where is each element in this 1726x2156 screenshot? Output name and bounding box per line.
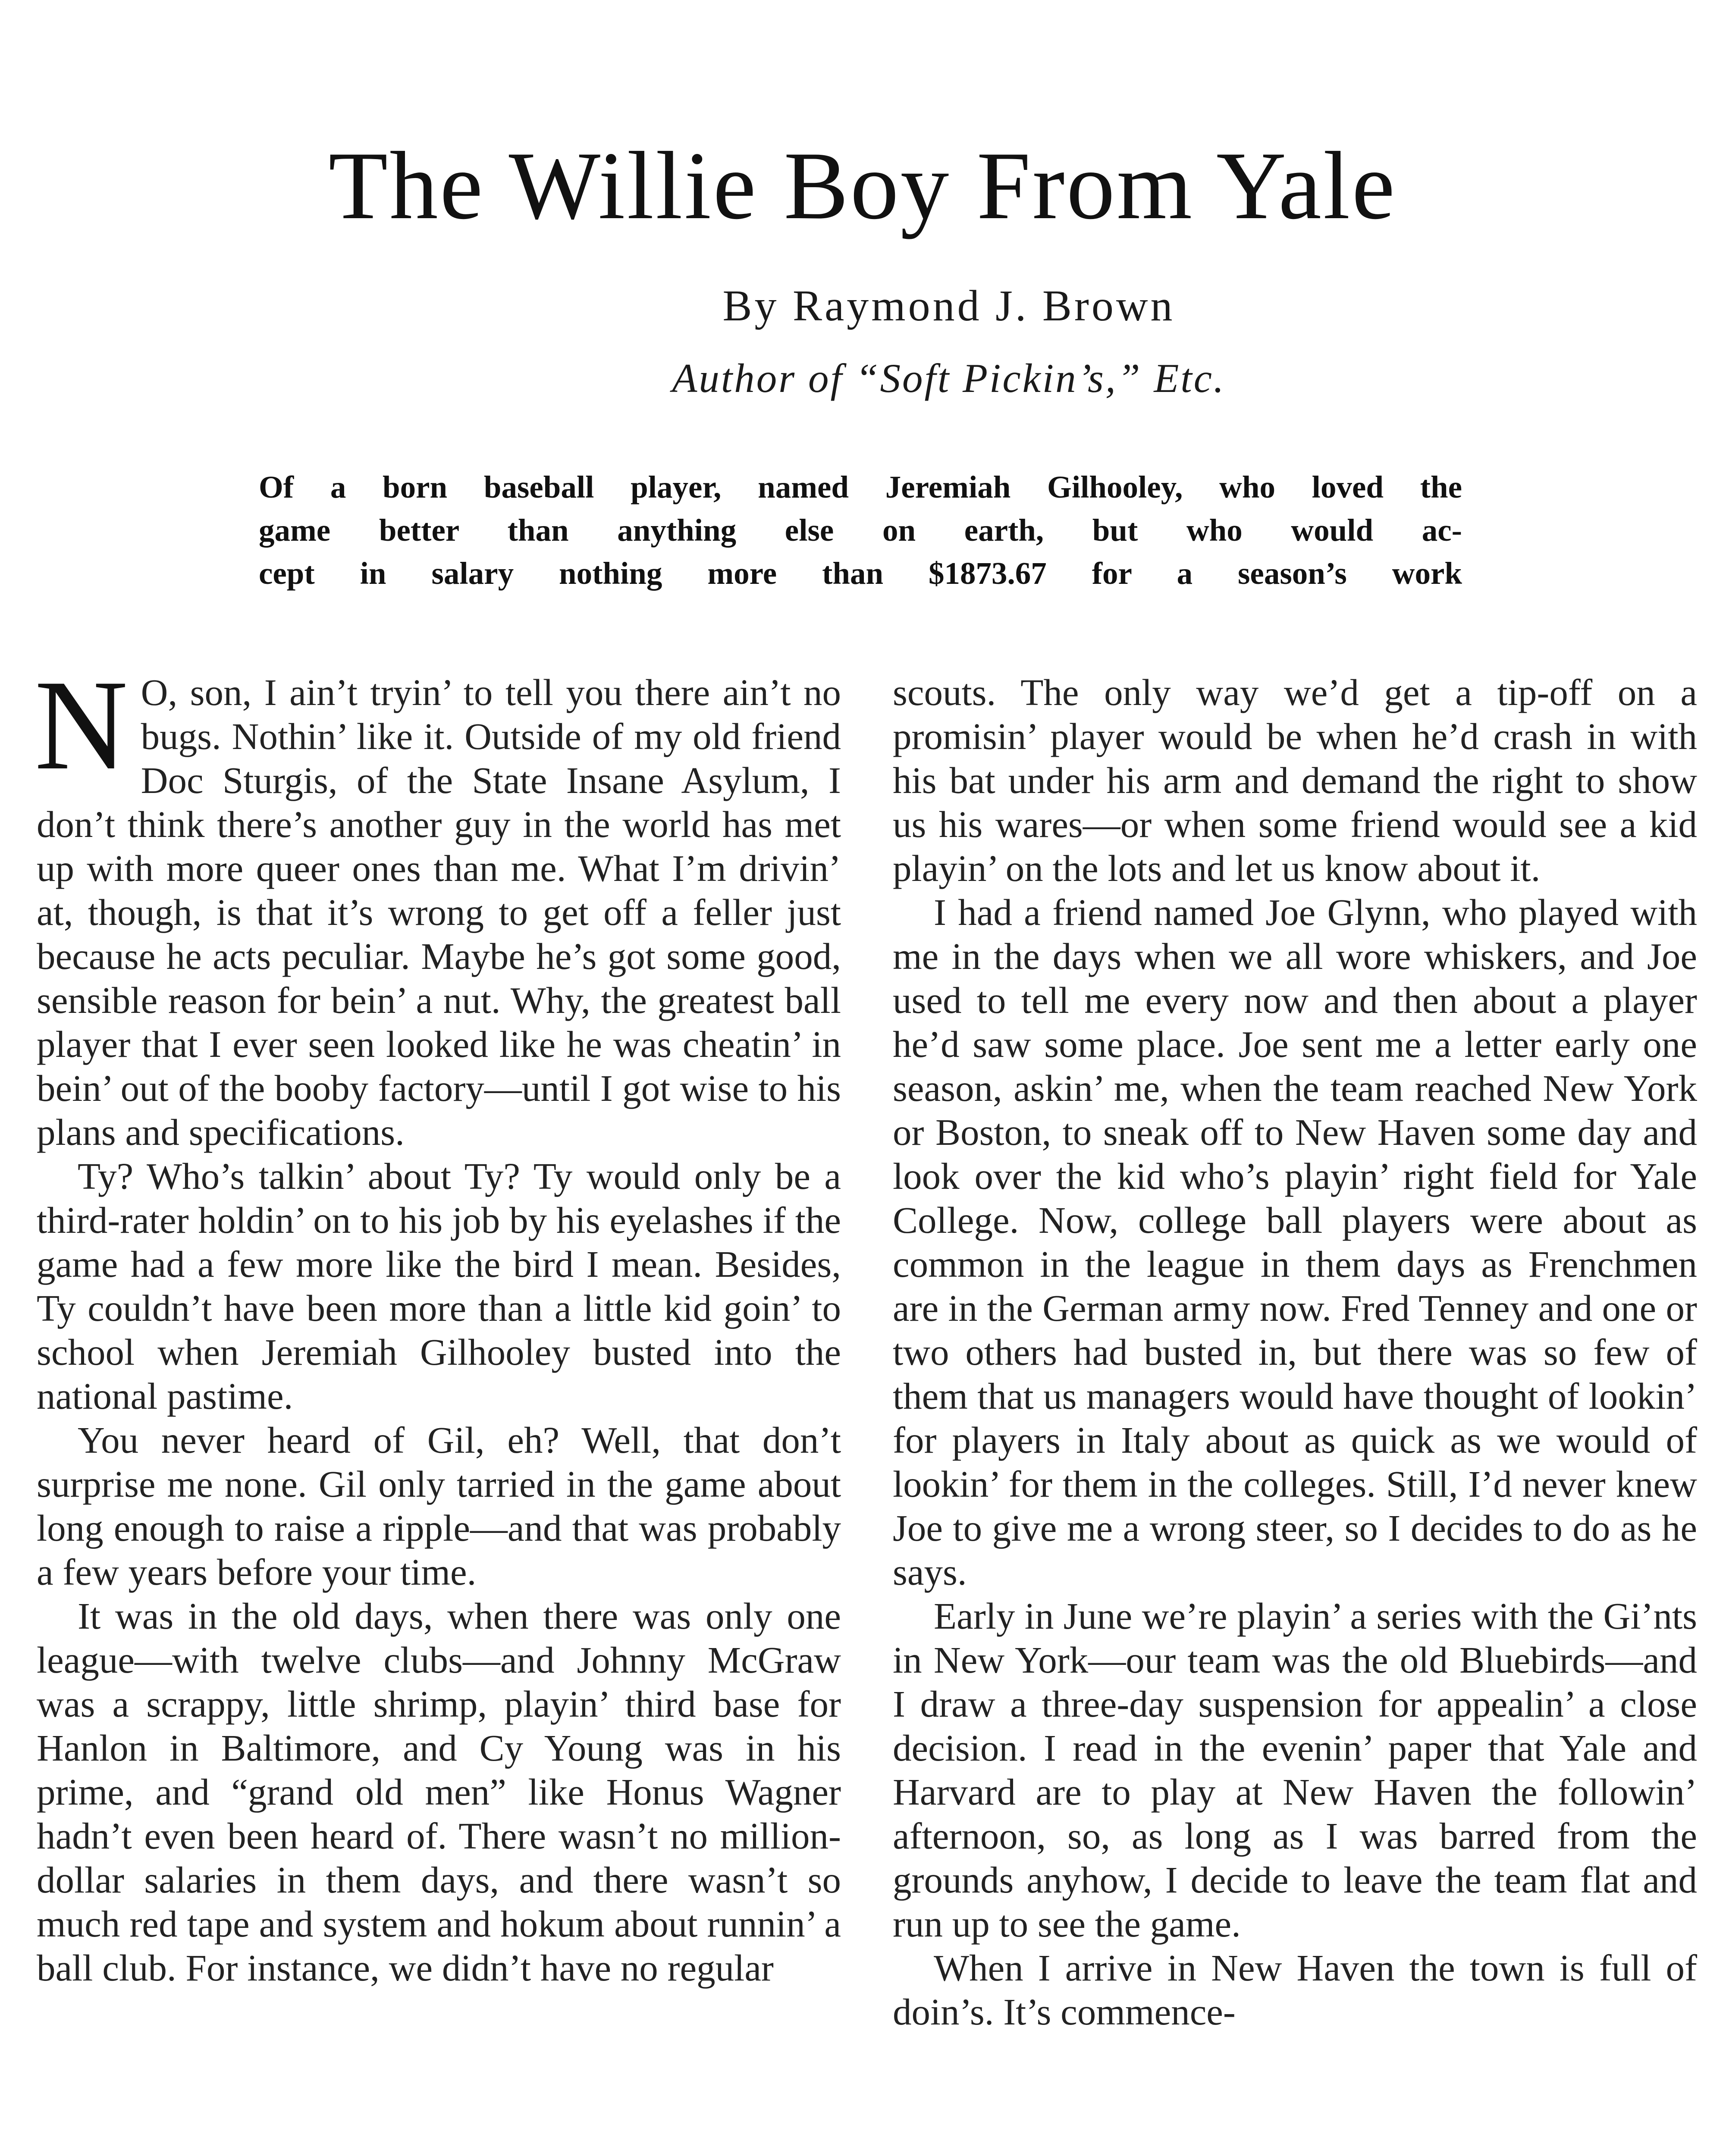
summary-line: Of a born baseball player, named Jeremiah Gilhooley, who loved the (259, 470, 1462, 505)
author-credit: Author of “Soft Pickin’s,” Etc. (672, 355, 1226, 401)
paragraph: Ty? Who’s talkin’ about Ty? Ty would only be a third-rater holdin’ on to his job by his eyelashes if the game had a few more like the bird I mean. Besides, Ty couldn’t have been more than a little kid goin’ to school when Jeremiah Gilhooley busted into the national pastime. (37, 1155, 841, 1417)
paragraph: Early in June we’re playin’ a series with the Gi’nts in New York—our team was the old Bluebirds—and I draw a three-day suspension for appealin’ a close decision. I read in the evenin’ paper that Yale and Harvard are to play at New Haven the followin’ afternoon, so, as long as I was barred from the grounds anyhow, I decide to leave the team flat and run up to see the game. (893, 1595, 1697, 1945)
paragraph: I had a friend named Joe Glynn, who played with me in the days when we all wore whiskers, and Joe used to tell me every now and then about a player he’d saw some place. Joe sent me a letter early one season, askin’ me, when the team reached New York or Boston, to sneak off to New Haven some day and look over the kid who’s playin’ right field for Yale College. Now, college ball players were about as common in the league in them days as Frenchmen are in the German army now. Fred Tenney and one or two others had busted in, but there was so few of them that us managers would have thought of lookin’ for players in Italy about as quick as we would of lookin’ for them in the colleges. Still, I’d never knew Joe to give me a wrong steer, so I decides to do as he says. (893, 891, 1697, 1593)
opening-paragraph (35, 653, 841, 1154)
left-column (35, 653, 841, 1990)
paragraph-text: O, son, I ain’t tryin’ to tell you there ain’t no bugs. Nothin’ like it. Outside of my old friend Doc Sturgis, of the State Insane Asylum, I don’t think there’s another guy in the world has met up with more queer ones than me. What I’m drivin’ at, though, is that it’s wrong to get off a feller just because he acts peculiar. Maybe he’s got some good, sensible reason for bein’ a nut. Why, the greatest ball player that I ever seen looked like he was cheatin’ in bein’ out of the booby factory—until I got wise to his plans and specifications. (37, 671, 841, 1153)
story-summary (259, 466, 1462, 595)
paragraph: When I arrive in New Haven the town is full of doin’s. It’s commence- (893, 1947, 1697, 2033)
right-column (893, 671, 1697, 2034)
drop-cap: N (35, 653, 128, 796)
paragraph: It was in the old days, when there was only one league—with twelve clubs—and Johnny McGraw was a scrappy, little shrimp, playin’ third base for Hanlon in Baltimore, and Cy Young was in his prime, and “grand old men” like Honus Wagner hadn’t even been heard of. There wasn’t no million-dollar salaries in them days, and there wasn’t so much red tape and system and hokum about runnin’ a ball club. For instance, we didn’t have no regular (37, 1595, 841, 1989)
paragraph: You never heard of Gil, eh? Well, that don’t surprise me none. Gil only tarried in the game about long enough to raise a ripple—and that was probably a few years before your time. (37, 1419, 841, 1593)
byline: By Raymond J. Brown (722, 282, 1175, 330)
summary-line: cept in salary nothing more than $1873.67 for a season’s work (259, 556, 1462, 591)
summary-line: game better than anything else on earth, but who would ac- (259, 513, 1462, 548)
paragraph: scouts. The only way we’d get a tip-off on a promisin’ player would be when he’d crash in with his bat under his arm and demand the right to show us his wares—or when some friend would see a kid playin’ on the lots and let us know about it. (893, 671, 1697, 889)
story-title: The Willie Boy From Yale (328, 132, 1397, 239)
